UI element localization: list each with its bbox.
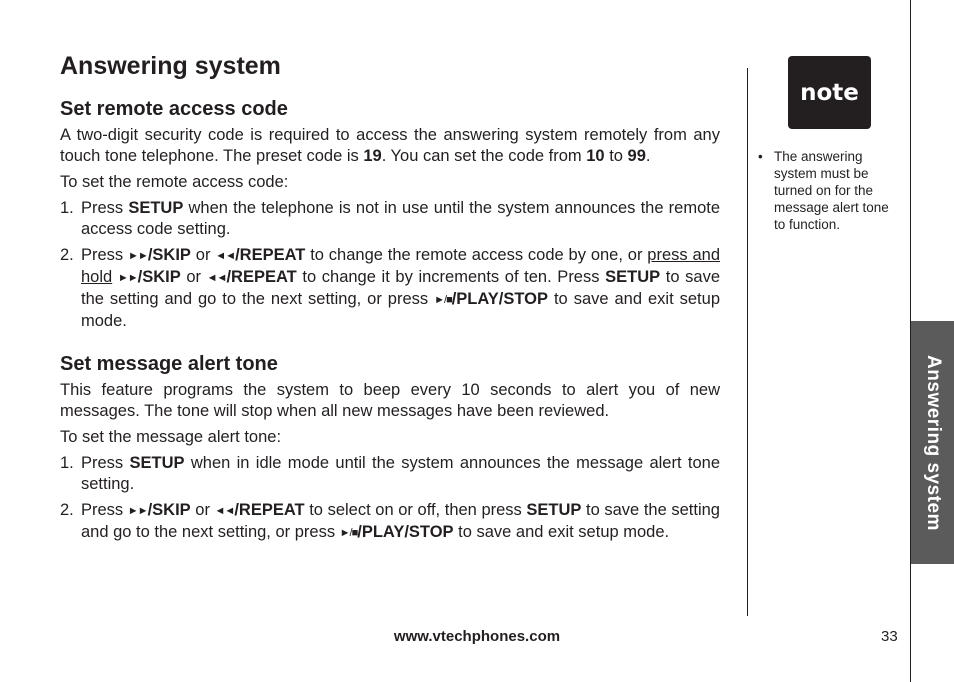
skip-forward-icon: ►► xyxy=(128,250,148,262)
footer-url: www.vtechphones.com xyxy=(393,628,561,645)
message-alert-lead: To set the message alert tone: xyxy=(60,428,282,446)
message-alert-intro: This feature programs the system to beep every 10 seconds to alert you of new messages. The tone will stop when all new messages have been reviewed. xyxy=(60,381,720,420)
column-divider xyxy=(747,68,748,616)
note-badge xyxy=(788,56,871,129)
list-item: 2. Press ►►/SKIP or ◄◄/REPEAT to select on or off, then press SETUP to save the setting and go to the next setting, or press ►/■/PLAY/STOP to save and exit setup mode. xyxy=(60,500,720,544)
skip-forward-icon: ►► xyxy=(127,505,148,517)
section-heading-message-alert: Set message alert tone xyxy=(60,353,278,375)
repeat-back-icon: ◄◄ xyxy=(215,250,236,262)
section-heading-remote-access: Set remote access code xyxy=(60,98,288,120)
remote-access-intro: A two-digit security code is required to access the answering system remotely from any touch tone telephone. The preset code is 19. You can set the code from 10 to 99. xyxy=(60,126,720,165)
repeat-back-icon: ◄◄ xyxy=(206,272,227,284)
list-item: 1. Press SETUP when the telephone is not in use until the system announces the remote access code setting. xyxy=(60,199,721,238)
bullet-icon: • xyxy=(758,149,763,164)
play-stop-icon: ►/■ xyxy=(339,527,358,539)
code-min: 10 xyxy=(586,147,605,165)
preset-code: 19 xyxy=(363,147,382,165)
page-title: Answering system xyxy=(60,52,281,80)
list-item: 2. Press ►►/SKIP or ◄◄/REPEAT to change the remote access code by one, or press and hold ►►/SKIP or ◄◄/REPEAT to change it by increments of ten. Press SETUP to save the setting and go to the next setting, or press ►/■/PLAY/STOP to save and exit setup mode. xyxy=(60,246,721,330)
remote-access-lead: To set the remote access code: xyxy=(60,173,289,191)
page-number: 33 xyxy=(881,628,898,645)
list-item: • The answering system must be turned on for the message alert tone to function. xyxy=(758,149,889,232)
note-list xyxy=(757,148,897,233)
note-badge-label: note xyxy=(800,79,859,106)
list-item: 1. Press SETUP when in idle mode until the system announces the message alert tone setting. xyxy=(60,454,720,493)
main-content xyxy=(60,50,720,549)
remote-access-steps xyxy=(60,198,720,332)
repeat-back-icon: ◄◄ xyxy=(214,505,235,517)
message-alert-steps xyxy=(60,453,720,544)
side-tab xyxy=(911,321,954,564)
code-max: 99 xyxy=(627,147,646,165)
play-stop-icon: ►/■ xyxy=(434,294,452,306)
side-tab-label: Answering system xyxy=(922,354,944,531)
skip-forward-icon: ►► xyxy=(117,272,138,284)
